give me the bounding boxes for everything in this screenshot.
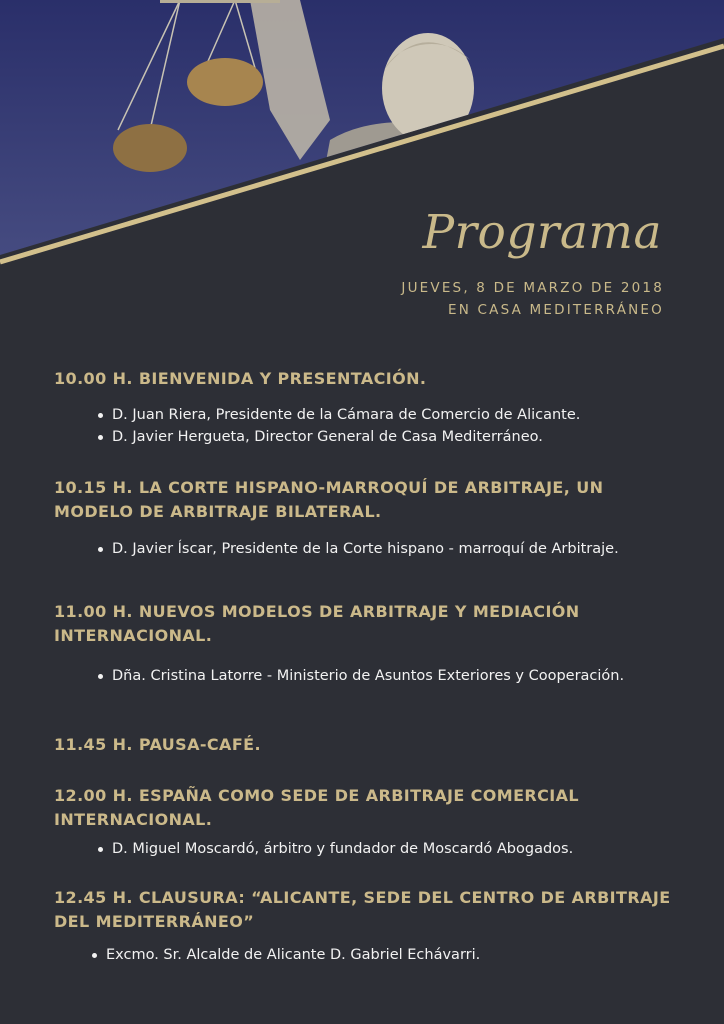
session-clausura: [54, 886, 674, 966]
speaker-list: [54, 944, 674, 966]
bullet-icon: [98, 674, 103, 679]
session-heading: 10.00 H. BIENVENIDA Y PRESENTACIÓN.: [54, 369, 427, 388]
bullet-icon: [98, 547, 103, 552]
speaker-list: [54, 404, 674, 448]
event-venue: EN CASA MEDITERRÁNEO: [448, 302, 664, 318]
speaker-list: [54, 838, 674, 860]
session-heading: 10.15 H. LA CORTE HISPANO-MARROQUÍ DE ARBITRAJE, UN MODELO DE ARBITRAJE BILATERAL.: [54, 478, 604, 521]
speaker-item: D. Miguel Moscardó, árbitro y fundador de Moscardó Abogados.: [54, 838, 674, 860]
session-coffee-break: [54, 733, 674, 757]
speaker-item: Excmo. Sr. Alcalde de Alicante D. Gabriel Echávarri.: [54, 944, 674, 966]
session-welcome: [54, 367, 674, 448]
session-heading: 12.45 H. CLAUSURA: “ALICANTE, SEDE DEL CENTRO DE ARBITRAJE DEL MEDITERRÁNEO”: [54, 888, 671, 931]
session-nuevos-modelos: [54, 600, 674, 687]
bullet-icon: [92, 953, 97, 958]
bullet-icon: [98, 847, 103, 852]
session-espana: [54, 784, 674, 860]
speaker-list: [54, 665, 674, 687]
session-corte: [54, 476, 674, 560]
speaker-item: D. Juan Riera, Presidente de la Cámara de Comercio de Alicante.: [54, 404, 674, 426]
speaker-item: Dña. Cristina Latorre - Ministerio de Asuntos Exteriores y Cooperación.: [54, 665, 674, 687]
speaker-item: D. Javier Hergueta, Director General de Casa Mediterráneo.: [54, 426, 674, 448]
session-heading: 12.00 H. ESPAÑA COMO SEDE DE ARBITRAJE COMERCIAL INTERNACIONAL.: [54, 786, 580, 829]
speaker-list: [54, 538, 674, 560]
page-title: Programa: [422, 205, 662, 260]
bullet-icon: [98, 435, 103, 440]
session-heading: 11.00 H. NUEVOS MODELOS DE ARBITRAJE Y MEDIACIÓN INTERNACIONAL.: [54, 602, 580, 645]
event-date: JUEVES, 8 DE MARZO DE 2018: [401, 280, 664, 296]
session-heading: 11.45 H. PAUSA-CAFÉ.: [54, 735, 261, 754]
speaker-item: D. Javier Íscar, Presidente de la Corte hispano - marroquí de Arbitraje.: [54, 538, 674, 560]
bullet-icon: [98, 413, 103, 418]
